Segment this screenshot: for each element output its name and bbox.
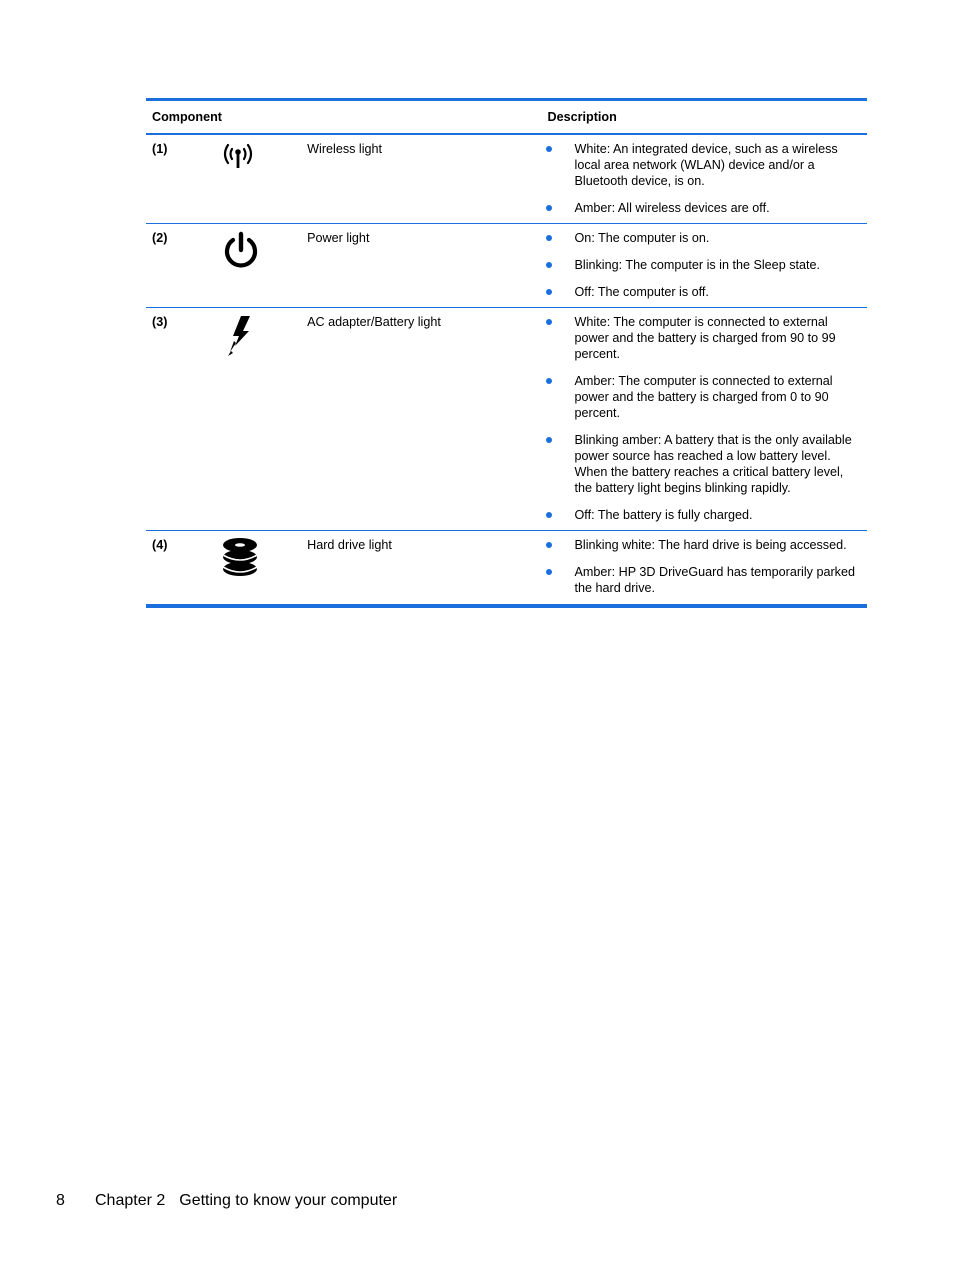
bullet-icon	[546, 289, 552, 295]
table-header-row	[146, 100, 867, 135]
component-name: AC adapter/Battery light	[301, 308, 541, 531]
power-icon	[221, 230, 296, 272]
table-row	[146, 531, 867, 607]
page-footer	[56, 1191, 397, 1211]
table-row	[146, 308, 867, 531]
hard-drive-icon	[221, 537, 296, 577]
bullet-icon	[546, 542, 552, 548]
list-item: Blinking: The computer is in the Sleep state.	[546, 257, 861, 273]
bullet-icon	[546, 378, 552, 384]
bullet-icon	[546, 319, 552, 325]
list-item: On: The computer is on.	[546, 230, 861, 246]
bullet-icon	[546, 205, 552, 211]
list-item: White: An integrated device, such as a wireless local area network (WLAN) device and/or a Bluetooth device, is on.	[546, 141, 861, 189]
table-row	[146, 134, 867, 224]
description-list	[546, 230, 861, 300]
description-list	[546, 314, 861, 523]
component-name: Power light	[301, 224, 541, 308]
list-item: Blinking amber: A battery that is the only available power source has reached a low battery level. When the battery reaches a critical battery level, the battery light begins blinking rapidly.	[546, 432, 861, 496]
component-number: (4)	[146, 531, 213, 607]
component-number: (3)	[146, 308, 213, 531]
description-list	[546, 537, 861, 596]
bullet-icon	[546, 512, 552, 518]
list-item: Amber: The computer is connected to external power and the battery is charged from 0 to 90 percent.	[546, 373, 861, 421]
list-item: Blinking white: The hard drive is being accessed.	[546, 537, 861, 553]
list-item: Off: The battery is fully charged.	[546, 507, 861, 523]
chapter-label: Chapter 2	[95, 1192, 166, 1209]
bullet-icon	[546, 146, 552, 152]
component-number: (1)	[146, 134, 213, 224]
list-item: Off: The computer is off.	[546, 284, 861, 300]
description-list	[546, 141, 861, 216]
bullet-icon	[546, 235, 552, 241]
table-row	[146, 224, 867, 308]
component-name: Hard drive light	[301, 531, 541, 607]
bullet-icon	[546, 437, 552, 443]
bullet-icon	[546, 262, 552, 268]
wireless-icon	[221, 141, 296, 171]
header-description: Description	[542, 100, 867, 135]
page-number: 8	[56, 1192, 65, 1209]
list-item: Amber: HP 3D DriveGuard has temporarily parked the hard drive.	[546, 564, 861, 596]
component-number: (2)	[146, 224, 213, 308]
bullet-icon	[546, 569, 552, 575]
list-item: Amber: All wireless devices are off.	[546, 200, 861, 216]
chapter-title: Getting to know your computer	[179, 1192, 398, 1209]
component-name: Wireless light	[301, 134, 541, 224]
list-item: White: The computer is connected to external power and the battery is charged from 90 to 99 percent.	[546, 314, 861, 362]
lightning-bolt-icon	[221, 314, 296, 358]
header-component: Component	[146, 100, 542, 135]
component-table	[146, 98, 867, 608]
